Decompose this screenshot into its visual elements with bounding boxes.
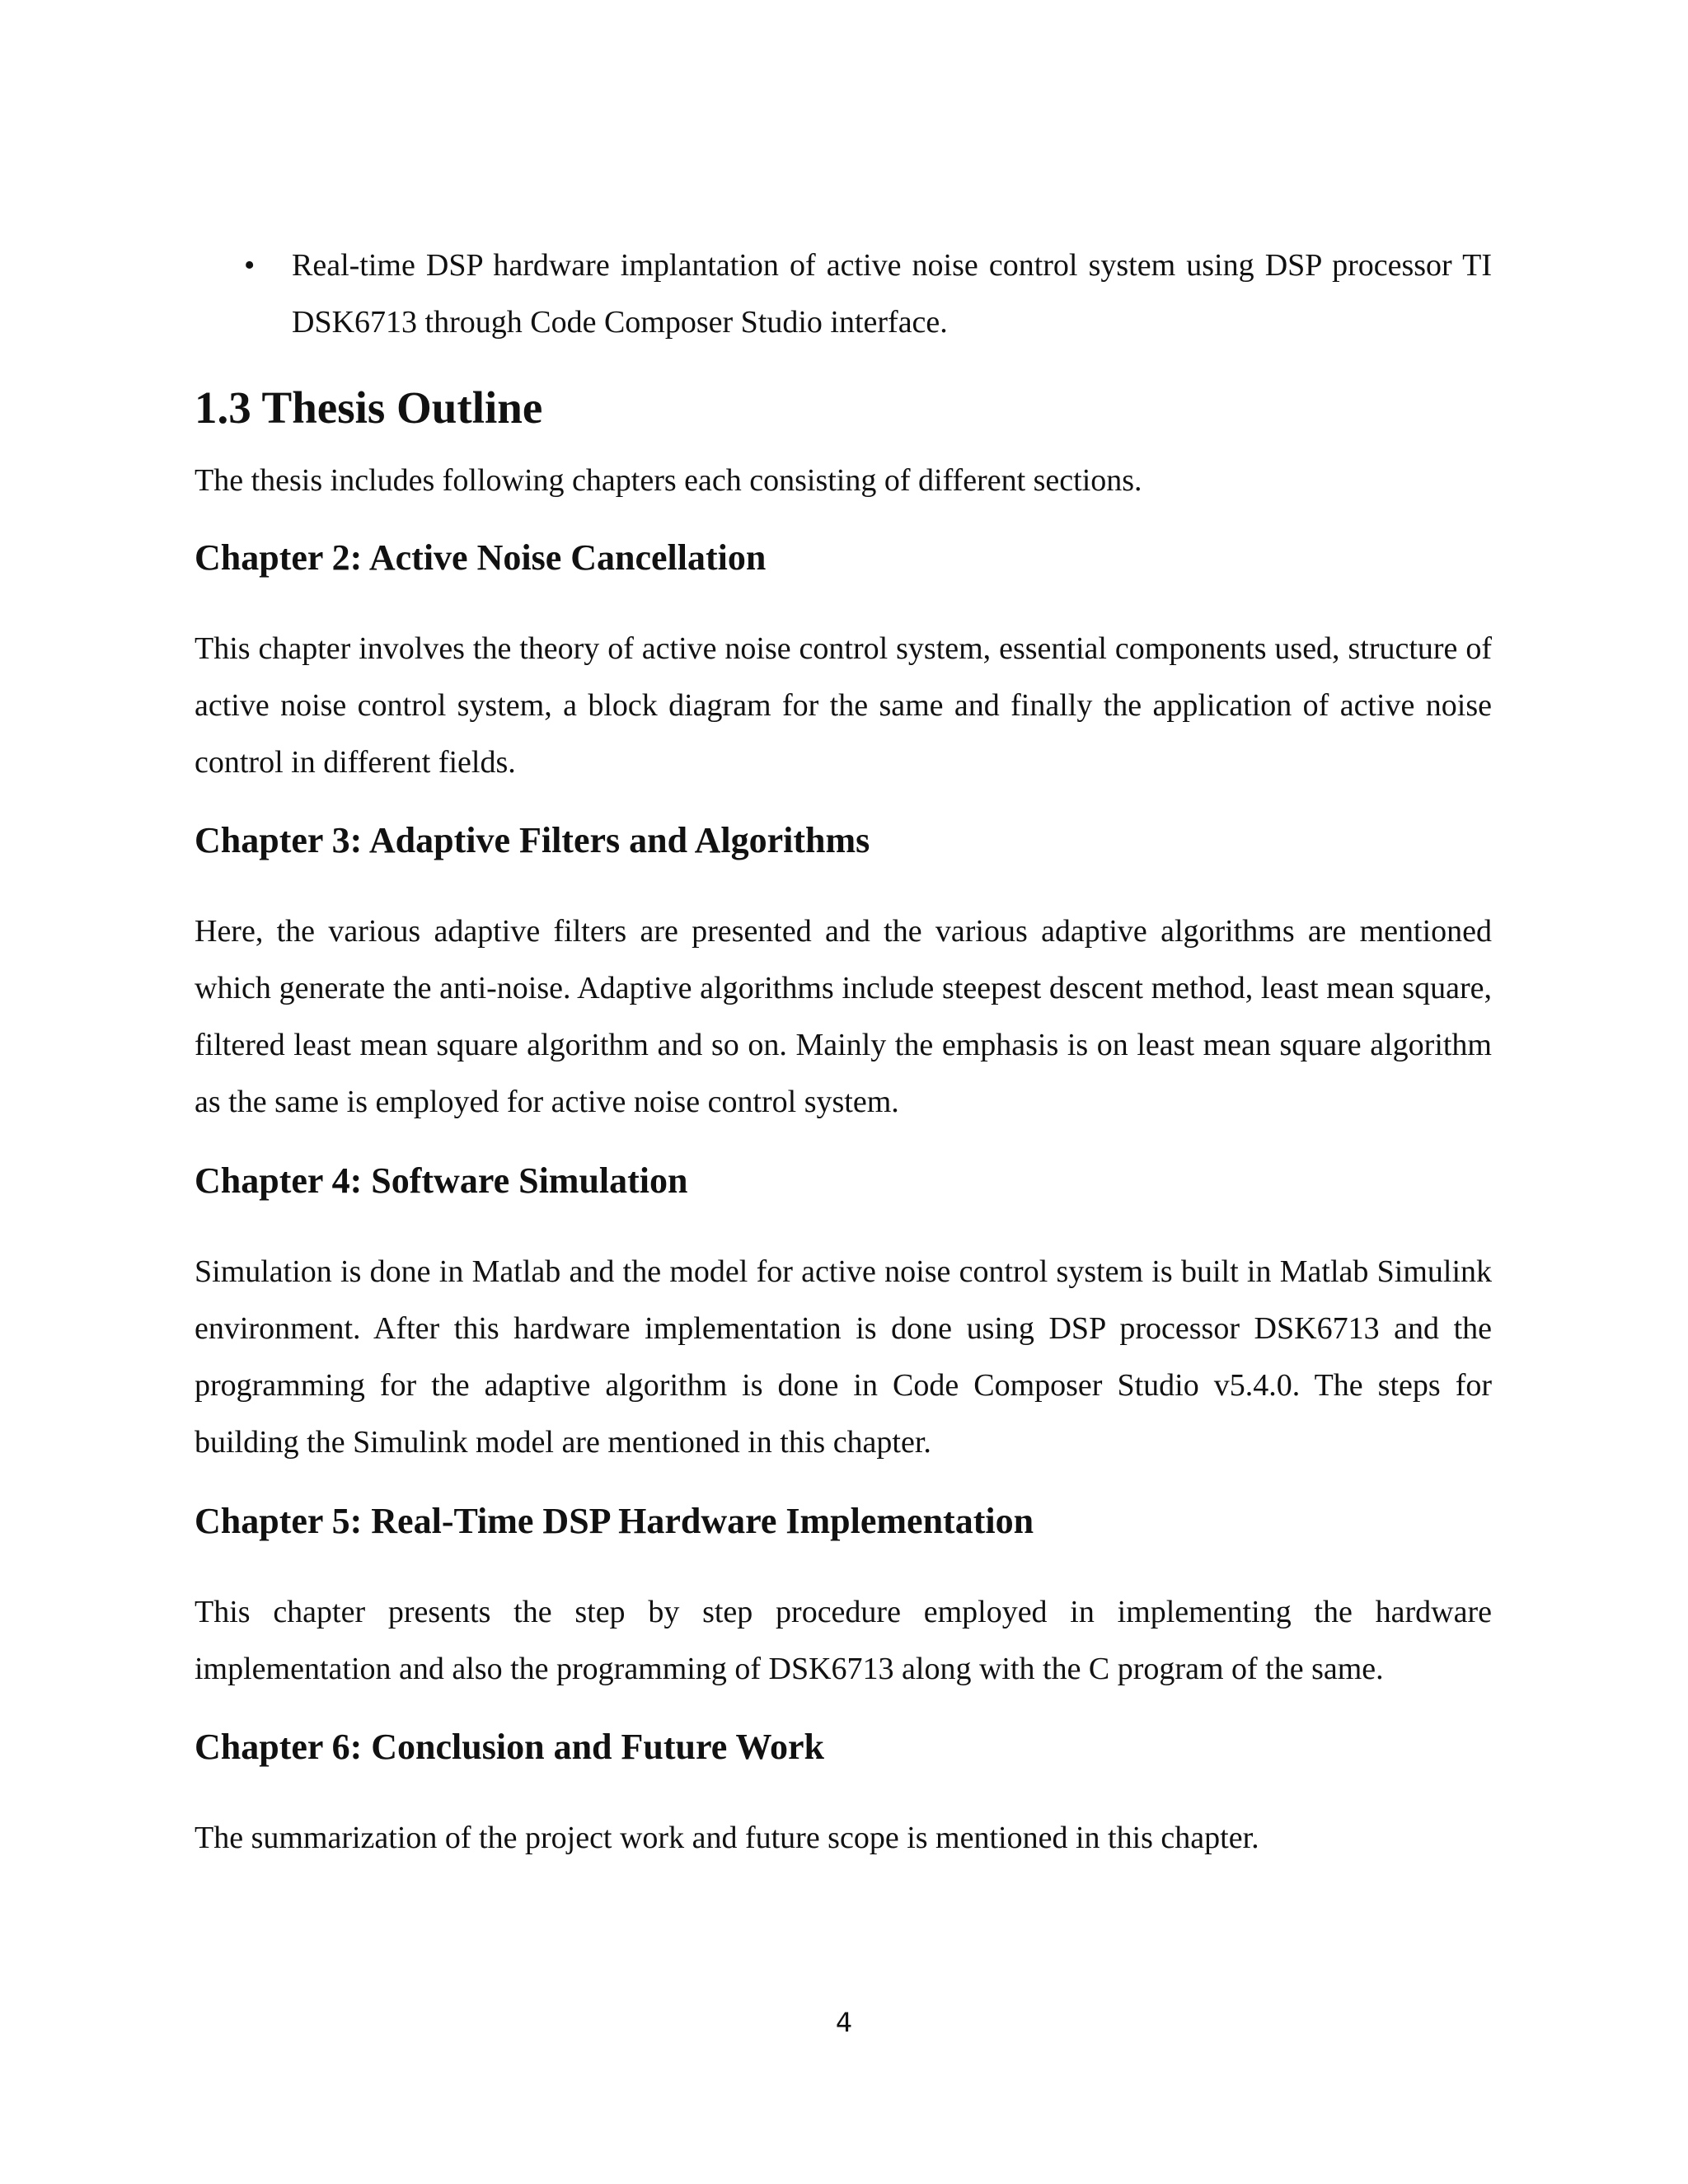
- chapter-2-heading: Chapter 2: Active Noise Cancellation: [195, 537, 767, 578]
- chapter-2-body: This chapter involves the theory of active noise control system, essential components used, structure of active noise control system, a block diagram for the same and finally the application of active noise control in different fields.: [195, 631, 1492, 780]
- chapter-6-heading: Chapter 6: Conclusion and Future Work: [195, 1727, 825, 1767]
- chapter-5-body: This chapter presents the step by step procedure employed in implementing the hardware implementation and also the programming of DSK6713 along with the C program of the same.: [195, 1595, 1492, 1686]
- bullet-item: Real-time DSP hardware implantation of active noise control system using DSP processor TI DSK6713 through Code Composer Studio interface.: [292, 248, 1492, 340]
- bullet-marker: •: [244, 248, 256, 283]
- section-intro: The thesis includes following chapters each consisting of different sections.: [195, 463, 1142, 498]
- chapter-3-heading: Chapter 3: Adaptive Filters and Algorithms: [195, 820, 870, 860]
- chapter-4-heading: Chapter 4: Software Simulation: [195, 1160, 688, 1201]
- chapter-4-body: Simulation is done in Matlab and the model for active noise control system is built in Matlab Simulink environment. After this hardware implementation is done using DSP processor DSK6713 and the programming for the adaptive algorithm is done in Code Composer Studio v5.4.0. The steps for building the Simulink model are mentioned in this chapter.: [195, 1254, 1492, 1460]
- chapter-5-heading: Chapter 5: Real-Time DSP Hardware Implementation: [195, 1501, 1034, 1541]
- chapter-3-body: Here, the various adaptive filters are presented and the various adaptive algorithms are mentioned which generate the anti-noise. Adaptive algorithms include steepest descent method, least mean square, filtered least mean square algorithm and so on. Mainly the emphasis is on least mean square algorithm as the same is employed for active noise control system.: [195, 914, 1492, 1119]
- page-number: 4: [835, 2007, 853, 2038]
- chapter-6-body: The summarization of the project work and future scope is mentioned in this chapter.: [195, 1821, 1259, 1855]
- section-title: 1.3 Thesis Outline: [195, 382, 543, 433]
